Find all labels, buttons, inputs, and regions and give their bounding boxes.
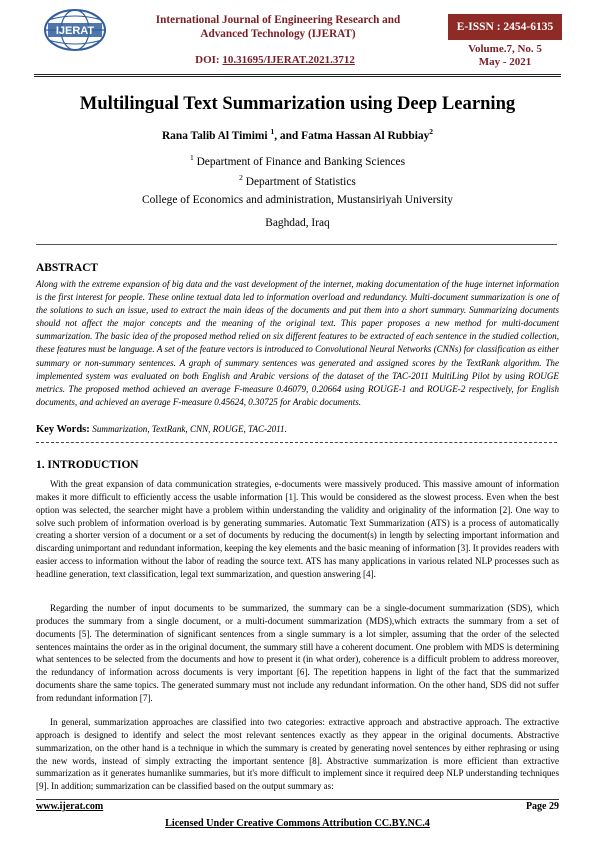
footer-url[interactable]: www.ijerat.com bbox=[36, 801, 104, 812]
affiliation-1 bbox=[30, 153, 565, 168]
author-1: Rana Talib Al Timimi bbox=[161, 129, 268, 142]
intro-paragraph-1: With the great expansion of data communication strategies, e-documents were massively produced. This massive amount of information makes it more difficult to efficiently access the usable information [1]. This would be considered as the slowest process. Even when the best option was selected, the searcher might have a problem within understanding the validity and originality of the information [2]. One way to solve such problem of information overload is by generating summaries. Automatic Text Summarization (ATS) is a process of automatically creating a shorter version of a document or a set of documents by reducing the document(s) in length by selecting important information and discarding unimportant and redundant information, keeping the key elements and the basic meaning of information [3]. It provides readers with easier access to information without the labor of reading the source text. ATS has many applications in various related NLP processes such as headline generation, text classification, legal text summarization, and question answering [4]. bbox=[36, 479, 559, 579]
footer-rule bbox=[36, 799, 559, 800]
affiliation-1-text: Department of Finance and Banking Sciences bbox=[196, 155, 406, 168]
journal-line-1: International Journal of Engineering Research and bbox=[155, 14, 401, 26]
affiliation-2-text: Department of Statistics bbox=[245, 175, 356, 188]
journal-name bbox=[128, 14, 428, 41]
page-number: Page 29 bbox=[525, 801, 559, 812]
keywords-separator bbox=[36, 442, 557, 444]
journal-line-2: Advanced Technology (IJERAT) bbox=[200, 27, 356, 40]
license-text[interactable]: Licensed Under Creative Commons Attribution CC.BY.NC.4 bbox=[165, 818, 430, 829]
intro-heading: 1. INTRODUCTION bbox=[36, 459, 139, 471]
affiliation-1-sup: 1 bbox=[189, 153, 194, 162]
issn-badge bbox=[448, 14, 562, 40]
author-1-sup: 1 bbox=[270, 127, 275, 136]
affiliation-city: Baghdad, Iraq bbox=[265, 217, 330, 229]
affiliation-2 bbox=[30, 173, 565, 188]
affiliation-2-sup: 2 bbox=[239, 173, 243, 182]
keywords-label: Key Words: bbox=[36, 424, 90, 435]
abstract-heading: ABSTRACT bbox=[36, 262, 99, 274]
header-rule bbox=[34, 74, 561, 75]
author-2-sup: 2 bbox=[429, 127, 434, 136]
issue-date: May - 2021 bbox=[478, 56, 532, 68]
author-joiner: , and bbox=[274, 129, 299, 142]
logo-text: IJERAT bbox=[55, 25, 95, 37]
title-separator bbox=[36, 244, 557, 245]
intro-paragraph-3: In general, summarization approaches are classified into two categories: extractive approach and abstractive approach. The extractive approach is designed to identify and select the most relevant sentences exactly as they appear in the original documents. Abstractive summarization, on the other hand is a technique in which the summary is created by generating novel sentences by either rephrasing or using the new words, instead of simply extracting the important sentence [8]. Abstractive summarization is more efficient than extractive summarization as it generates humanlike summaries, but it's more difficult to implement since it required deep NLP understanding techniques [9]. In addition; summarization can be classified based on the output summary as: bbox=[36, 717, 559, 792]
abstract-text: Along with the extreme expansion of big data and the vast development of the internet, making documentation of the huge internet information is the first interest for people. These online textual data led to information overload and redundancy. Multi-document summarization is one of the solutions to such an issue, used to extract the main ideas of the documents and put them into a short summary. Summarizing documents should not affect the major concepts and the meaning of the original text. This paper proposes a new method for multi-document summarization. The basic idea of the proposed method relied on six different features to be extracted of each sentence in the studied collection, these features must be language. A set of the feature vectors is introduced to Convolutional Neural Networks (CNNs) for classification as either summary or non-summary sentences. A graph of summary sentences was generated and assigned scores by the TextRank algorithm. The implemented system was evaluated on both English and Arabic versions of the dataset of the TAC-2011 MultiLing Pilot by using ROUGE metrics. The proposed method achieved an average F-measure 0.46079, 0.20664 using ROUGE-1 and ROUGE-2 respectively, for English documents, and achieved an average F-measure 0.45624, 0.30725 for Arabic documents. bbox=[36, 279, 559, 407]
volume-number: Volume.7, No. 5 bbox=[468, 43, 542, 55]
keywords bbox=[36, 424, 559, 435]
author-line bbox=[30, 127, 565, 142]
doi-link[interactable]: 10.31695/IJERAT.2021.3712 bbox=[222, 54, 355, 66]
issn-text: E-ISSN : 2454-6135 bbox=[456, 21, 554, 33]
volume-info bbox=[448, 43, 562, 69]
author-2: Fatma Hassan Al Rubbiay bbox=[301, 129, 430, 142]
paper-title: Multilingual Text Summarization using Deep Learning bbox=[79, 93, 516, 114]
journal-logo bbox=[34, 6, 116, 64]
doi-line bbox=[150, 54, 400, 66]
affiliation-college: College of Economics and administration, Mustansiriyah University bbox=[142, 194, 453, 206]
intro-paragraph-2: Regarding the number of input documents to be summarized, the summary can be a single-document summarization (SDS), which produces the summary from a single document, or a multi-document summarization (MDS),which extracts the summary from a set of documents [5]. The determination of significant sentences from a single summary is a lot simpler, assuming that the order of the selected sentences maintains the order as in the original document, the summary still have a coherent document. One problem with MDS is determining what sentences to be selected from the documents and how to present it (in what order), coherence is a difficult problem to address moreover, the redundancy of information across documents is very important [6]. The repetition happens in light of the fact that the summarized documents share the same topics. The generated summary must not include any redundant information. On the other hand, SDS did not suffer from redundant information [7]. bbox=[36, 603, 559, 703]
header-rule-2 bbox=[34, 76, 561, 77]
keywords-value: Summarization, TextRank, CNN, ROUGE, TAC-2011. bbox=[92, 424, 287, 434]
doi-label: DOI: bbox=[195, 54, 220, 66]
